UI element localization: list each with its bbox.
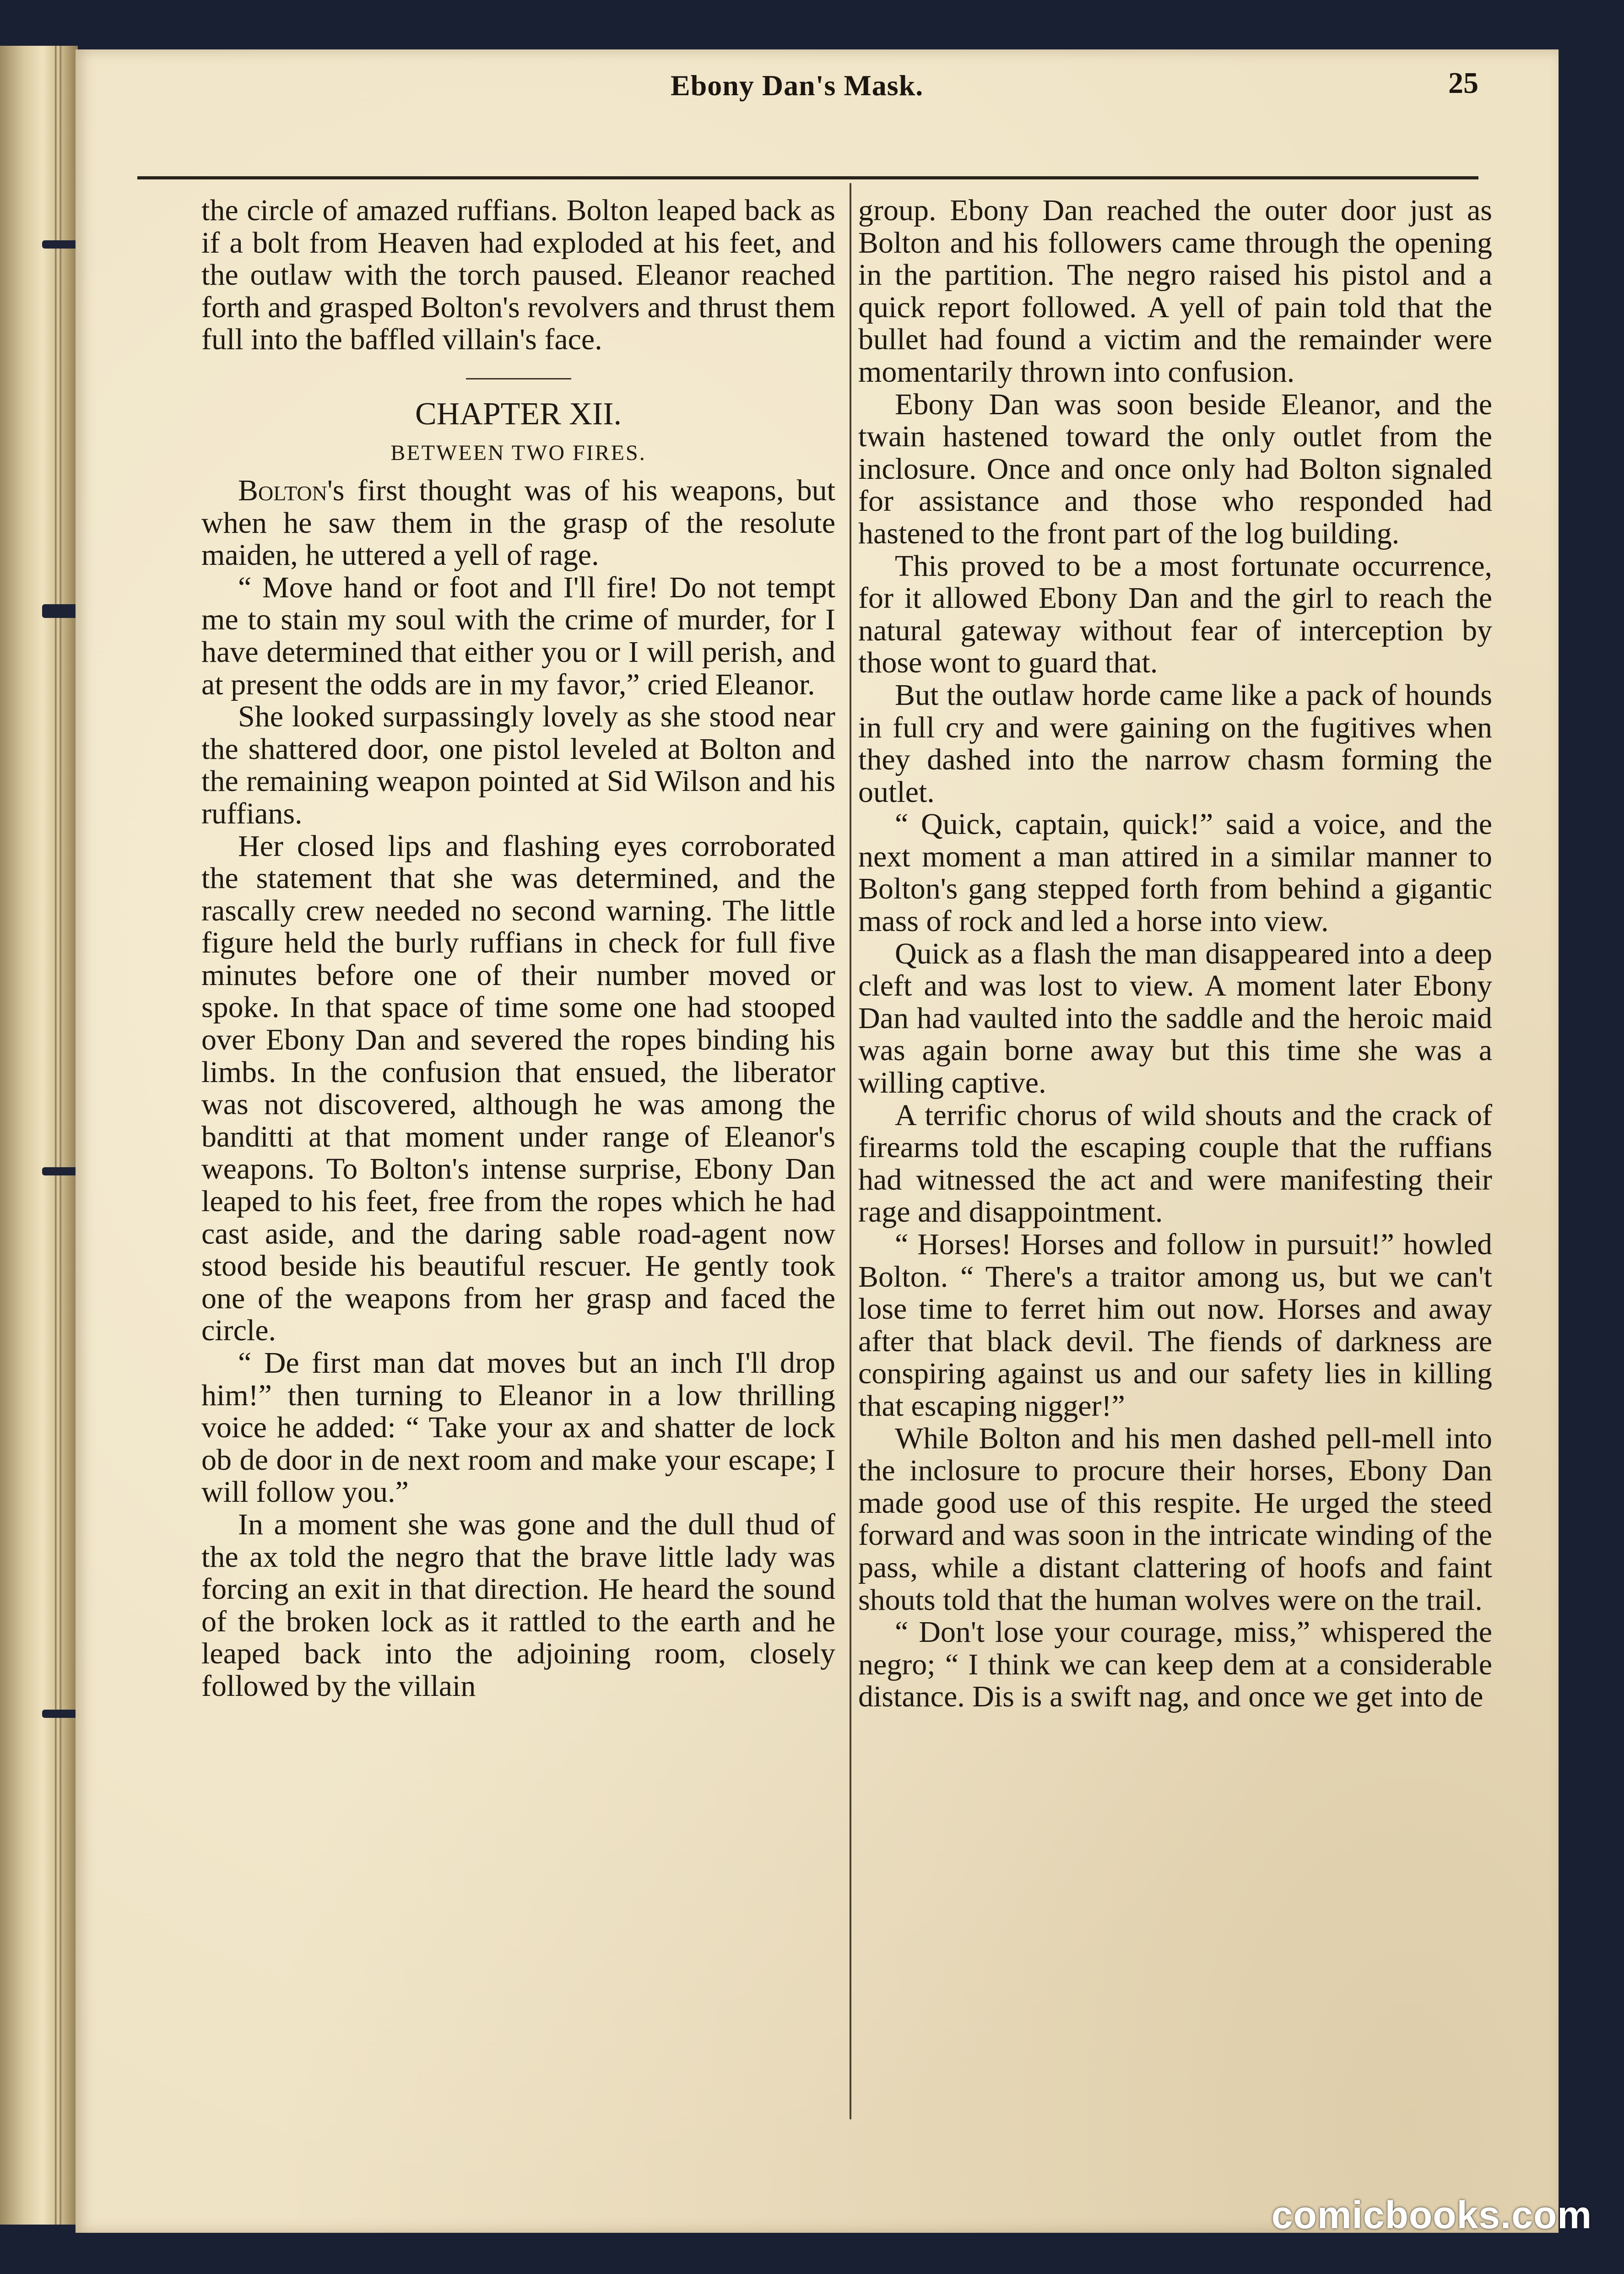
paragraph: This proved to be a most fortunate occurrence, for it allowed Ebony Dan and the girl to reach the natural gateway without fear of interception by those wont to guard that. <box>858 549 1492 680</box>
site-watermark: comicbooks.com <box>1271 2193 1592 2236</box>
paragraph: “ Move hand or foot and I'll fire! Do not tempt me to stain my soul with the crime of murder, for I have determined that either you or I will perish, and at present the odds are in my favor,” cried Eleanor. <box>201 570 835 701</box>
column-divider <box>850 183 851 2119</box>
section-rule <box>466 378 571 379</box>
paragraph: the circle of amazed ruffians. Bolton leaped back as if a bolt from Heaven had exploded at his feet, and the outlaw with the torch paused. Eleanor reached forth and grasped Bolton's revolvers and thrust them full into the baffled villain's face. <box>201 194 835 357</box>
header-rule <box>137 176 1478 179</box>
chapter-subtitle: BETWEEN TWO FIRES. <box>390 440 646 465</box>
paragraph-text: 's first thought was of his weapons, but when he saw them in the grasp of the resolute maiden, he uttered a yell of rage. <box>201 473 835 572</box>
chapter-title: CHAPTER XII. <box>415 396 622 432</box>
paragraph: group. Ebony Dan reached the outer door just as Bolton and his followers came through the opening in the partition. The negro raised his pistol and a quick report followed. A yell of pain told that the bullet had found a victim and the remainder were momentarily thrown into confusion. <box>858 194 1492 389</box>
paragraph: Ebony Dan was soon beside Eleanor, and the twain hastened toward the only outlet from the inclosure. Once and once only had Bolton signaled for assistance and those who responded had hastened to the front part of the log building. <box>858 387 1492 550</box>
paragraph: Quick as a flash the man disappeared into a deep cleft and was lost to view. A moment later Ebony Dan had vaulted into the saddle and the heroic maid was again borne away but this time she was a willing captive. <box>858 937 1492 1100</box>
right-column <box>858 195 1492 1713</box>
lead-word: Bolton <box>238 473 327 507</box>
running-title: Ebony Dan's Mask. <box>671 69 924 102</box>
paragraph: “ Horses! Horses and follow in pursuit!” howled Bolton. “ There's a traitor among us, but we can't lose time to ferret him out now. Horses and away after that black devil. The fiends of darkness are conspiring against us and our safety lies in killing that escaping nigger!” <box>858 1228 1492 1423</box>
paragraph: In a moment she was gone and the dull thud of the ax told the negro that the brave little lady was forcing an exit in that direction. He heard the sound of the broken lock as it rattled to the earth and he leaped back into the adjoining room, closely followed by the villain <box>201 1507 835 1703</box>
paragraph: A terrific chorus of wild shouts and the crack of firearms told the escaping couple that the ruffians had witnessed the act and were manifesting their rage and disappointment. <box>858 1098 1492 1229</box>
paragraph: “ Don't lose your courage, miss,” whispered the negro; “ I think we can keep dem at a considerable distance. Dis is a swift nag, and once we get into de <box>858 1615 1492 1714</box>
paragraph: But the outlaw horde came like a pack of hounds in full cry and were gaining on the fugitives when they dashed into the narrow chasm forming the outlet. <box>858 678 1492 809</box>
page-header <box>137 66 1478 128</box>
page-number: 25 <box>1448 66 1478 100</box>
paragraph: Her closed lips and flashing eyes corroborated the statement that she was determined, and the rascally crew needed no second warning. The little figure held the burly ruffians in check for full five minutes before one of their number moved or spoke. In that space of time some one had stooped over Ebony Dan and severed the ropes binding his limbs. In the confusion that ensued, the liberator was not discovered, although he was among the banditti at that moment under range of Eleanor's weapons. To Bolton's intense surprise, Ebony Dan leaped to his feet, free from the ropes which he had cast aside, and the daring sable road-agent now stood beside his beautiful rescuer. He gently took one of the weapons from her grasp and faced the circle. <box>201 829 835 1348</box>
paragraph: “ Quick, captain, quick!” said a voice, and the next moment a man attired in a similar manner to Bolton's gang stepped forth from behind a gigantic mass of rock and led a horse into view. <box>858 807 1492 938</box>
paragraph: “ De first man dat moves but an inch I'll drop him!” then turning to Eleanor in a low thrilling voice he added: “ Take your ax and shatter de lock ob de door in de next room and make your escape; I will follow you.” <box>201 1346 835 1509</box>
paragraph <box>201 475 835 572</box>
paragraph: While Bolton and his men dashed pell-mell into the inclosure to procure their horses, Ebony Dan made good use of this respite. He urged the steed forward and was soon in the intricate winding of the pass, while a distant clattering of hoofs and faint shouts told that the human wolves were on the trail. <box>858 1421 1492 1617</box>
paragraph: She looked surpassingly lovely as she stood near the shattered door, one pistol leveled at Bolton and the remaining weapon pointed at Sid Wilson and his ruffians. <box>201 700 835 830</box>
book-binding <box>0 46 78 2225</box>
left-column <box>201 195 835 1703</box>
binding-edge <box>55 46 61 2225</box>
